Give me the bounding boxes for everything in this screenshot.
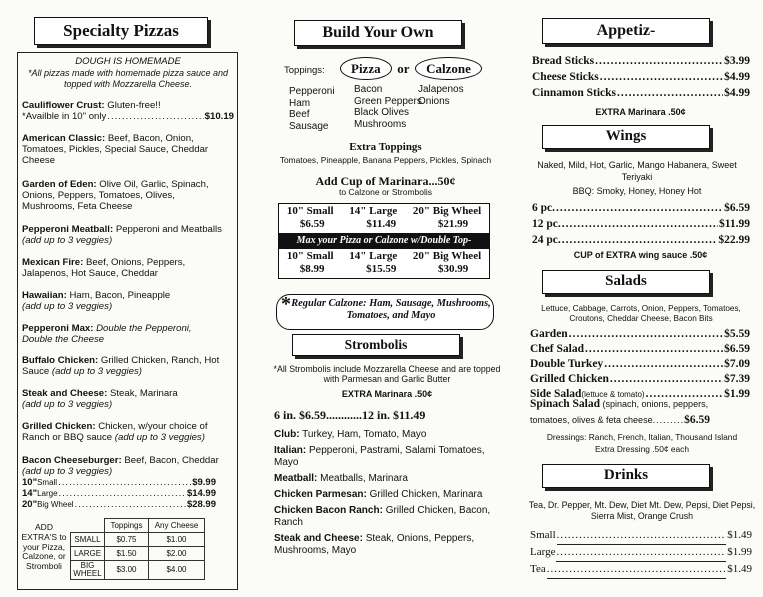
size-name: Large <box>37 489 58 499</box>
item-name: Garden of Eden: <box>22 179 97 190</box>
extra-dressing: Extra Dressing .50¢ each <box>594 444 690 454</box>
size-price: $30.99 <box>437 262 469 275</box>
drinks-title: Drinks <box>542 464 710 488</box>
max-size-labels-row <box>279 249 489 263</box>
item-note: (add up to 3 veggies) <box>22 235 113 247</box>
size-label: 14" <box>22 488 38 500</box>
size-label: 14" Large <box>349 205 398 217</box>
salad-row <box>530 327 750 342</box>
item-note: (add up to 3 veggies) <box>49 366 143 378</box>
topping: Mushrooms <box>354 118 407 130</box>
table-cell: $2.00 <box>149 547 205 561</box>
extra-toppings-title: Extra Toppings <box>349 141 422 153</box>
item-name: Grilled Chicken <box>530 372 609 385</box>
stromboli-item <box>274 489 498 501</box>
build-your-own-column <box>258 0 513 597</box>
item-price: $3.99 <box>724 55 750 67</box>
pizza-or-calzone <box>340 57 510 80</box>
drink-row <box>530 545 752 562</box>
byo-size-price-box <box>278 203 490 279</box>
item-desc: Turkey, Ham, Tomato, Mayo <box>299 429 427 440</box>
byo-title: Build Your Own <box>294 20 462 46</box>
menu-item-pepperoni-meatball <box>22 224 222 246</box>
stromboli-item <box>274 429 498 441</box>
item-price: $22.99 <box>718 234 750 247</box>
appetizers-title: Appetiz- <box>542 18 710 44</box>
table-cell: $4.00 <box>149 561 205 580</box>
item-price: $1.49 <box>727 529 752 541</box>
wings-flavors: Naked, Mild, Hot, Garlic, Mango Habanera, Sweet Teriyaki <box>537 160 737 182</box>
cauliflower-price-row <box>22 111 234 122</box>
strombolis-marinara: EXTRA Marinara .50¢ <box>341 389 433 399</box>
regular-calzone-text: Regular Calzone: Ham, Sausage, Mushrooms, Tomatoes, and Mayo <box>291 298 491 322</box>
size-prices-row <box>279 218 489 233</box>
table-cell: LARGE <box>71 547 105 561</box>
toppings-col-3 <box>418 84 464 107</box>
wings-title: Wings <box>542 125 710 149</box>
size-label: 14" Large <box>349 249 398 262</box>
menu-item-steak-and-cheese <box>22 388 222 410</box>
item-name: 12 pc. <box>532 218 561 231</box>
appetizer-row <box>532 53 750 69</box>
item-price: $6.59 <box>724 202 750 214</box>
size-price: $11.49 <box>366 217 397 230</box>
table-row <box>71 561 205 580</box>
item-desc: Grilled Chicken, Marinara <box>366 489 483 500</box>
table-row <box>71 547 205 561</box>
item-name: Meatball: <box>274 473 318 484</box>
item-price: $4.99 <box>724 87 750 100</box>
item-price: $1.49 <box>727 562 752 575</box>
item-name: Large <box>530 545 556 558</box>
size-row-small <box>22 477 216 488</box>
topping: Black Olives <box>354 107 410 118</box>
item-name: Cauliflower Crust: <box>22 100 105 111</box>
item-name: Bread Sticks <box>532 55 595 67</box>
table-cell: SMALL <box>71 533 105 547</box>
item-desc: Steak, Onions, Peppers, Mushrooms, Mayo <box>274 533 475 556</box>
topping: Pepperoni <box>289 86 335 97</box>
table-header: Toppings <box>105 519 149 533</box>
item-name: Double Turkey <box>530 357 604 370</box>
size-labels-row <box>279 204 489 218</box>
strombolis-title: Strombolis <box>292 334 460 356</box>
salads-title: Salads <box>542 270 710 294</box>
dough-note: DOUGH IS HOMEMADE <box>75 56 181 67</box>
item-name: Small <box>530 529 556 541</box>
or-label: or <box>397 61 410 76</box>
topping: Onions <box>418 95 450 107</box>
menu-item-mexican-fire <box>22 257 222 279</box>
toppings-col-1 <box>289 86 335 132</box>
item-name: Side Salad <box>530 387 582 400</box>
size-label: 20" Big Wheel <box>412 249 482 262</box>
menu-item-grilled-chicken <box>22 421 222 443</box>
item-name: Hawaiian: <box>22 290 67 301</box>
size-price: $28.99 <box>186 499 216 511</box>
marinara-sub: to Calzone or Strombolis <box>338 187 433 197</box>
stromboli-item <box>274 533 498 557</box>
item-desc: Meatballs, Marinara <box>317 473 408 484</box>
topping: Ham <box>289 97 311 109</box>
item-price: $7.39 <box>724 372 750 385</box>
item-name: American Classic: <box>22 133 106 144</box>
salad-row <box>530 342 750 357</box>
item-price: $6.59 <box>724 342 750 355</box>
add-extras-label: ADD EXTRA'S to your Pizza, Calzone, or Stromboli <box>21 522 67 572</box>
menu-item-american-classic <box>22 133 222 166</box>
item-name: 6 pc. <box>532 202 555 214</box>
asterisk-icon: * <box>281 293 291 315</box>
item-note: (add up to 3 veggies) <box>22 466 113 478</box>
size-price: $6.59 <box>299 217 325 230</box>
item-price: $4.99 <box>724 71 750 84</box>
pizza-oval: Pizza <box>340 57 392 80</box>
table-header-row <box>71 519 205 533</box>
item-desc: Olive Oil, Garlic, Spinach, Onions, Peppers, Tomatoes, Olives, Mushrooms, Feta Cheese <box>22 179 209 213</box>
max-double-top-band: Max your Pizza or Calzone w/Double Top- <box>279 233 489 249</box>
salads-desc: Lettuce, Cabbage, Carrots, Onion, Peppers, Tomatoes, Croutons, Cheddar Cheese, Bacon Bits <box>541 304 741 324</box>
item-price: $6.59 <box>684 413 710 426</box>
size-label: 10" Small <box>286 249 334 262</box>
size-price: $15.59 <box>366 262 397 275</box>
table-header: Any Cheese <box>149 519 205 533</box>
appetizers-list <box>532 53 750 101</box>
topping: Jalapenos <box>418 84 464 95</box>
topping: Sausage <box>289 120 329 132</box>
topping: Bacon <box>354 84 383 95</box>
add-extras-table <box>70 518 205 580</box>
menu-item-garden-of-eden <box>22 179 222 212</box>
item-name: Steak and Cheese: <box>274 533 363 544</box>
item-price: $11.99 <box>719 218 750 231</box>
item-name: Chef Salad <box>530 342 584 355</box>
item-name: Steak and Cheese: <box>22 388 108 399</box>
table-cell: $3.00 <box>105 561 149 580</box>
cauliflower-note: *Availble in 10" only <box>22 111 107 123</box>
drink-row <box>530 528 752 545</box>
toppings-label: Toppings: <box>284 65 325 76</box>
size-row-large <box>22 488 216 499</box>
item-name: Pepperoni Max: <box>22 323 94 334</box>
pizza-size-prices <box>22 477 216 511</box>
size-price: $21.99 <box>437 217 469 230</box>
size-row-big-wheel <box>22 499 216 510</box>
item-desc: (spinach, onions, peppers, tomatoes, olives & feta cheese <box>530 399 709 425</box>
specialty-pizzas-column <box>0 0 250 597</box>
appetizer-row <box>532 69 750 85</box>
spinach-salad <box>530 397 750 428</box>
topping: Beef <box>289 109 310 120</box>
item-desc: Gluten-free!! <box>104 100 161 111</box>
leader-dots: ......... <box>652 414 685 425</box>
size-label: 20" Big Wheel <box>412 205 482 217</box>
table-cell: $1.50 <box>105 547 149 561</box>
extra-toppings-list: Tomatoes, Pineapple, Banana Peppers, Pickles, Spinach <box>279 155 492 165</box>
item-note: (add up to 3 veggies) <box>22 399 113 411</box>
item-desc: Grilled Chicken, Ranch, Hot Sauce <box>22 355 220 378</box>
size-label: 10" <box>22 477 38 488</box>
table-cell: $1.00 <box>149 533 205 547</box>
item-name: Chicken Bacon Ranch: <box>274 505 383 516</box>
salad-row <box>530 357 750 372</box>
item-desc: Beef, Bacon, Onion, Tomatoes, Pickles, Special Sauce, Cheddar Cheese <box>22 133 209 167</box>
wings-row <box>532 232 750 248</box>
wings-row <box>532 216 750 232</box>
salad-row <box>530 372 750 387</box>
wing-sauce-note: CUP of EXTRA wing sauce .50¢ <box>573 250 708 260</box>
regular-calzone-box <box>276 294 494 330</box>
item-note: (add up to 3 veggies) <box>22 301 113 313</box>
size-name: Small <box>37 478 58 487</box>
item-name: Pepperoni Meatball: <box>22 224 114 235</box>
item-name: Tea <box>530 562 546 575</box>
item-desc: Double the Pepperoni, Double the Cheese <box>22 323 192 346</box>
item-name: Chicken Parmesan: <box>274 489 367 500</box>
table-header <box>71 519 105 533</box>
size-label: 10" Small <box>286 205 334 217</box>
drink-row <box>530 562 752 579</box>
calzone-oval: Calzone <box>415 57 482 80</box>
max-size-prices-row <box>279 263 489 278</box>
item-price: $1.99 <box>724 387 750 400</box>
size-price: $9.99 <box>192 477 216 488</box>
item-name: Mexican Fire: <box>22 257 84 268</box>
item-desc: Beef, Bacon, Cheddar <box>121 455 219 466</box>
item-name: Bacon Cheeseburger: <box>22 455 122 466</box>
item-name: Grilled Chicken: <box>22 421 96 432</box>
cauliflower-price: $10.19 <box>204 111 234 123</box>
stromboli-item <box>274 505 498 529</box>
menu-item-cauliflower <box>22 100 234 122</box>
size-name: Big Wheel <box>37 500 74 510</box>
item-name: Spinach Salad <box>530 398 600 410</box>
item-desc: Grilled Chicken, Bacon, Ranch <box>274 505 491 528</box>
wings-list <box>532 200 750 248</box>
appetizer-row <box>532 85 750 101</box>
size-label: 20" <box>22 499 38 511</box>
item-name: Cinnamon Sticks <box>532 87 617 100</box>
item-name: Italian: <box>274 445 307 456</box>
stromboli-item <box>274 473 498 485</box>
size-price: $8.99 <box>299 262 325 275</box>
item-desc: Beef, Onions, Peppers, Jalapenos, Hot Sauce, Cheddar <box>22 257 186 280</box>
table-cell: $0.75 <box>105 533 149 547</box>
strombolis-note: *All Strombolis include Mozzarella Cheese and are topped with Parmesan and Garlic Butter <box>273 364 501 385</box>
appetizers-marinara: EXTRA Marinara .50¢ <box>595 107 686 117</box>
item-name: Buffalo Chicken: <box>22 355 99 366</box>
wings-row <box>532 200 750 216</box>
dressings: Dressings: Ranch, French, Italian, Thousand Island <box>546 432 738 442</box>
item-name: Garden <box>530 328 568 340</box>
item-desc: Steak, Marinara <box>107 388 178 399</box>
wings-bbq: BBQ: Smoky, Honey, Honey Hot <box>572 186 702 196</box>
drinks-list <box>530 528 752 579</box>
pizza-sauce-note: *All pizzas made with homemade pizza sauce and topped with Mozzarella Cheese. <box>27 68 229 89</box>
item-name: Club: <box>274 429 300 440</box>
item-desc: Chicken, w/your choice of Ranch or BBQ sauce <box>22 421 208 444</box>
table-row <box>71 533 205 547</box>
item-price: $1.99 <box>727 545 752 558</box>
topping: Green Peppers <box>354 95 422 107</box>
marinara-cup: Add Cup of Marinara...50¢ <box>315 174 456 188</box>
toppings-col-2 <box>354 84 422 130</box>
table-cell: BIG WHEEL <box>71 561 105 580</box>
item-price: $7.09 <box>724 357 750 370</box>
menu-item-pepperoni-max <box>22 323 222 345</box>
stromboli-item <box>274 445 498 469</box>
specialty-title: Specialty Pizzas <box>34 17 208 45</box>
menu-item-hawaiian <box>22 290 222 312</box>
item-name: 24 pc. <box>532 234 561 247</box>
item-desc: Pepperoni and Meatballs <box>113 224 222 235</box>
drinks-desc: Tea, Dr. Pepper, Mt. Dew, Diet Mt. Dew, Pepsi, Diet Pepsi, Sierra Mist, Orange Crush <box>528 500 756 522</box>
item-desc: Pepperoni, Pastrami, Salami Tomatoes, Mayo <box>274 445 485 468</box>
menu-item-buffalo-chicken <box>22 355 222 377</box>
item-desc: Ham, Bacon, Pineapple <box>66 290 171 301</box>
item-price: $5.59 <box>724 328 750 340</box>
strombolis-price-line: 6 in. $6.59............12 in. $11.49 <box>274 408 426 422</box>
right-column <box>518 0 763 597</box>
item-note: (lettuce & tomato) <box>581 389 645 399</box>
menu-item-bacon-cheeseburger <box>22 455 222 477</box>
strombolis-list <box>274 429 498 557</box>
item-note: (add up to 3 veggies) <box>112 432 205 444</box>
size-price: $14.99 <box>186 488 216 500</box>
salads-list <box>530 327 750 402</box>
item-name: Cheese Sticks <box>532 71 599 84</box>
